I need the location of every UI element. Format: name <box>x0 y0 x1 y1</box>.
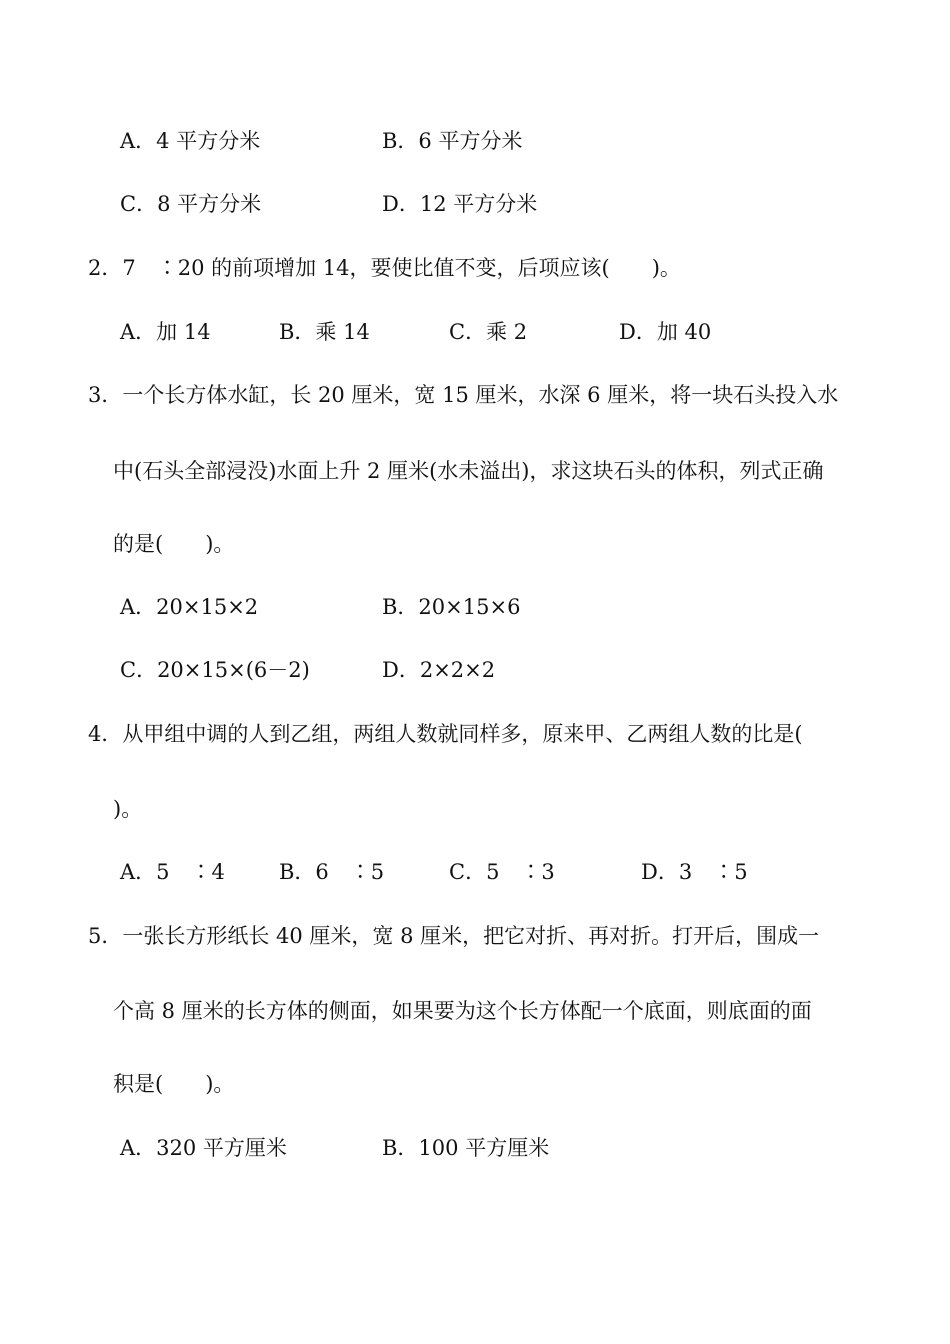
q4-option-c: C．5 ∶3 <box>449 860 555 884</box>
q5-option-a: A．320 平方厘米 <box>120 1136 287 1160</box>
q1-option-d: D．12 平方分米 <box>382 192 538 216</box>
q3-option-a: A．20×15×2 <box>120 595 259 619</box>
q2-option-b: B．乘 14 <box>279 320 370 344</box>
q5-stem-line-1: 5．一张长方形纸长 40 厘米，宽 8 厘米，把它对折、再对折。打开后，围成一 <box>88 924 820 948</box>
q3-stem-line-2: 中(石头全部浸没)水面上升 2 厘米(水未溢出)，求这块石头的体积，列式正确 <box>113 459 824 483</box>
q5-stem-line-2: 个高 8 厘米的长方体的侧面，如果要为这个长方体配一个底面，则底面的面 <box>113 999 812 1023</box>
q3-stem-line-1: 3．一个长方体水缸，长 20 厘米，宽 15 厘米，水深 6 厘米，将一块石头投入水 <box>88 383 839 407</box>
q3-option-d: D．2×2×2 <box>382 658 496 682</box>
q3-option-c: C．20×15×(6－2) <box>120 658 310 682</box>
q4-option-d: D．3 ∶5 <box>641 860 748 884</box>
q2-option-d: D．加 40 <box>619 320 712 344</box>
q4-option-a: A．5 ∶4 <box>120 860 225 884</box>
q2-option-c: C．乘 2 <box>449 320 528 344</box>
q4-option-b: B．6 ∶5 <box>279 860 385 884</box>
q1-option-b: B．6 平方分米 <box>382 129 523 153</box>
q3-option-b: B．20×15×6 <box>382 595 521 619</box>
q4-stem-line-2: )。 <box>113 797 143 821</box>
q2-stem: 2．7 ∶20 的前项增加 14，要使比值不变，后项应该( )。 <box>88 256 681 280</box>
q5-option-b: B．100 平方厘米 <box>382 1136 550 1160</box>
q1-option-c: C．8 平方分米 <box>120 192 262 216</box>
q3-stem-line-3: 的是( )。 <box>113 532 235 556</box>
q1-option-a: A．4 平方分米 <box>120 129 261 153</box>
q5-stem-line-3: 积是( )。 <box>113 1072 235 1096</box>
q4-stem-line-1: 4．从甲组中调的人到乙组，两组人数就同样多，原来甲、乙两组人数的比是( <box>88 722 803 746</box>
q2-option-a: A．加 14 <box>120 320 211 344</box>
